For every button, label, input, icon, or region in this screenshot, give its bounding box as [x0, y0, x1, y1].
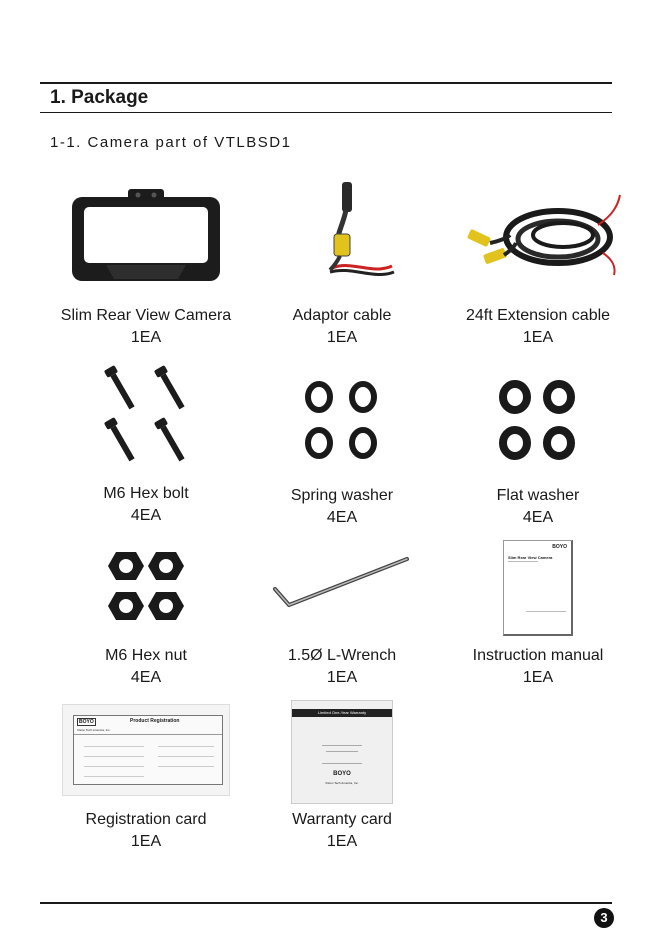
registration-card-icon	[62, 704, 230, 796]
item-quantity: 1EA	[326, 669, 358, 686]
top-rule	[40, 82, 612, 84]
item-name: Warranty card	[292, 811, 392, 828]
title-underline	[40, 112, 612, 113]
license-plate-camera-icon	[66, 185, 226, 285]
instruction-manual-icon	[503, 540, 573, 636]
item-quantity: 4EA	[522, 509, 554, 526]
hex-bolt-icon	[91, 362, 201, 472]
item-name: 1.5Ø L-Wrench	[287, 647, 397, 664]
adaptor-cable-icon	[282, 180, 402, 290]
hex-nut-icon	[106, 546, 186, 626]
warranty-card-icon	[291, 700, 393, 804]
item-quantity: 1EA	[522, 329, 554, 346]
item-quantity: 1EA	[522, 669, 554, 686]
bottom-rule	[40, 902, 612, 904]
manual-title: Slim Rear View Camera	[508, 555, 553, 560]
item-name: Instruction manual	[472, 647, 604, 664]
page-number: 3	[594, 908, 614, 928]
flat-washer-icon	[493, 367, 583, 467]
item-name: M6 Hex nut	[105, 647, 187, 664]
warranty-header: Limited One-Year Warranty	[317, 710, 367, 715]
section-title: 1. Package	[50, 87, 149, 108]
item-quantity: 1EA	[326, 833, 358, 850]
item-name: Registration card	[85, 811, 207, 828]
item-quantity: 1EA	[130, 329, 162, 346]
item-name: Flat washer	[496, 487, 580, 504]
registration-company: Vision Tech America, Inc.	[77, 728, 111, 732]
item-quantity: 4EA	[130, 507, 162, 524]
item-quantity: 1EA	[326, 329, 358, 346]
spring-washer-icon	[297, 367, 387, 467]
warranty-company: Vision Tech America, Inc.	[325, 781, 359, 785]
registration-title: Product Registration	[130, 718, 180, 724]
manual-brand: BOYO	[552, 544, 567, 550]
item-name: Slim Rear View Camera	[60, 307, 232, 324]
extension-cable-icon	[448, 185, 628, 285]
item-quantity: 4EA	[130, 669, 162, 686]
registration-brand: BOYO	[79, 719, 94, 725]
l-wrench-icon	[267, 551, 417, 621]
item-name: M6 Hex bolt	[103, 485, 189, 502]
item-name: Spring washer	[290, 487, 394, 504]
item-quantity: 4EA	[326, 509, 358, 526]
item-name: Adaptor cable	[292, 307, 392, 324]
warranty-brand: BOYO	[333, 771, 351, 777]
item-name: 24ft Extension cable	[465, 307, 611, 324]
item-quantity: 1EA	[130, 833, 162, 850]
section-subtitle: 1-1. Camera part of VTLBSD1	[50, 134, 292, 151]
